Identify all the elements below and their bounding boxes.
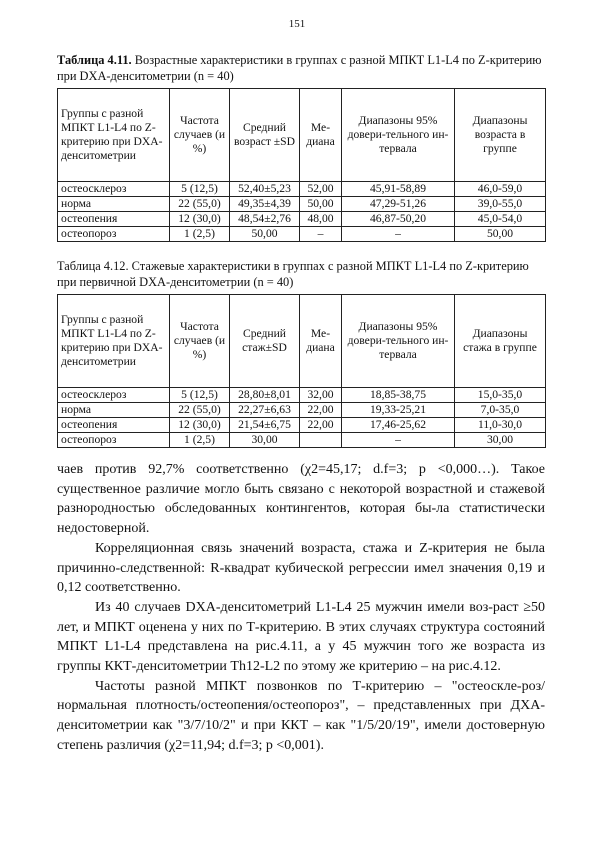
cell-group: остеопороз (58, 227, 170, 242)
cell-group: остеосклероз (58, 182, 170, 197)
table-row (58, 212, 546, 227)
page-number: 151 (288, 18, 306, 30)
cell-ci: 46,87-50,20 (342, 212, 455, 227)
cell-ci: 18,85-38,75 (342, 388, 455, 403)
cell-mean: 50,00 (230, 227, 300, 242)
header-group: Группы с разной МПКТ L1-L4 по Z-критерию при DXA-денситометрии (58, 89, 170, 182)
cell-median: – (300, 227, 342, 242)
cell-median: 52,00 (300, 182, 342, 197)
table-row (58, 227, 546, 242)
cell-mean: 52,40±5,23 (230, 182, 300, 197)
header-frequency: Частота случаев (и %) (170, 295, 230, 388)
cell-range: 7,0-35,0 (455, 403, 546, 418)
paragraph-2: Корреляционная связь значений возраста, стажа и Z-критерия не была причинно-следственной: R-квадрат кубической регрессии имел значения 0,19 и 0,12 соответственно. (57, 540, 545, 596)
cell-group: норма (58, 403, 170, 418)
cell-range: 50,00 (455, 227, 546, 242)
paragraph-3: Из 40 случаев DXA-денситометрий L1-L4 25 мужчин имели воз-раст ≥50 лет, и МПКТ оценена у них по Т-критерию. В этих случаях структура состояний МПКТ L1-L4 представлена на рис.4.11, а у 45 мужчин того же возраста из группы ККТ-денситометрии Th12-L2 по этому же критерию – на рис.4.12. (57, 599, 545, 675)
cell-ci: 19,33-25,21 (342, 403, 455, 418)
table-row (58, 403, 546, 418)
cell-frequency: 12 (30,0) (170, 212, 230, 227)
header-group: Группы с разной МПКТ L1-L4 по Z-критерию при DXA-денситометрии (58, 295, 170, 388)
cell-group: остеопороз (58, 433, 170, 448)
cell-median: 48,00 (300, 212, 342, 227)
cell-range: 30,00 (455, 433, 546, 448)
table-row (58, 182, 546, 197)
table-caption-4-11 (57, 52, 545, 84)
cell-frequency: 12 (30,0) (170, 418, 230, 433)
cell-median: 22,00 (300, 418, 342, 433)
cell-range: 39,0-55,0 (455, 197, 546, 212)
cell-range: 15,0-35,0 (455, 388, 546, 403)
cell-mean: 49,35±4,39 (230, 197, 300, 212)
cell-mean: 21,54±6,75 (230, 418, 300, 433)
paragraph-1: чаев против 92,7% соответственно (χ2=45,17; d.f=3; p <0,000…). Такое существенное различие могло быть связано с некоторой возрастной и стажевой разнородностью обследованных контингентов, которая бы-ла статистически недостоверной. (57, 462, 545, 537)
cell-mean: 28,80±8,01 (230, 388, 300, 403)
cell-group: норма (58, 197, 170, 212)
caption-text: Возрастные характеристики в группах с разной МПКТ L1-L4 по Z-критерию при DXA-денситометрии (n = 40) (57, 53, 542, 83)
table-header-row (58, 295, 546, 388)
table-age-characteristics (57, 88, 546, 242)
header-ci: Диапазоны 95% довери-тельного ин-тервала (342, 295, 455, 388)
cell-range: 11,0-30,0 (455, 418, 546, 433)
cell-mean: 22,27±6,63 (230, 403, 300, 418)
cell-frequency: 22 (55,0) (170, 403, 230, 418)
cell-frequency: 5 (12,5) (170, 182, 230, 197)
table-row (58, 197, 546, 212)
cell-group: остеопения (58, 212, 170, 227)
cell-frequency: 22 (55,0) (170, 197, 230, 212)
table-row (58, 418, 546, 433)
cell-median: 32,00 (300, 388, 342, 403)
header-ci: Диапазоны 95% довери-тельного ин-тервала (342, 89, 455, 182)
table-experience-characteristics (57, 294, 546, 448)
cell-mean: 48,54±2,76 (230, 212, 300, 227)
header-median: Ме-диана (300, 89, 342, 182)
cell-ci: – (342, 227, 455, 242)
cell-median (300, 433, 342, 448)
header-range: Диапазоны стажа в группе (455, 295, 546, 388)
cell-group: остеопения (58, 418, 170, 433)
header-mean: Средний возраст ±SD (230, 89, 300, 182)
header-median: Ме-диана (300, 295, 342, 388)
body-text (57, 460, 545, 756)
header-mean: Средний стаж±SD (230, 295, 300, 388)
cell-mean: 30,00 (230, 433, 300, 448)
cell-ci: – (342, 433, 455, 448)
cell-ci: 45,91-58,89 (342, 182, 455, 197)
cell-ci: 47,29-51,26 (342, 197, 455, 212)
cell-range: 46,0-59,0 (455, 182, 546, 197)
cell-ci: 17,46-25,62 (342, 418, 455, 433)
cell-frequency: 1 (2,5) (170, 227, 230, 242)
caption-prefix: Таблица 4.11. (57, 53, 132, 67)
table-row (58, 433, 546, 448)
table-caption-4-12: Таблица 4.12. Стажевые характеристики в группах с разной МПКТ L1-L4 по Z-критерию при первичной DXA-денситометрии (n = 40) (57, 259, 529, 289)
header-frequency: Частота случаев (и %) (170, 89, 230, 182)
table-header-row (58, 89, 546, 182)
cell-median: 50,00 (300, 197, 342, 212)
cell-group: остеосклероз (58, 388, 170, 403)
header-range: Диапазоны возраста в группе (455, 89, 546, 182)
paragraph-4: Частоты разной МПКТ позвонков по Т-критерию – "остеоскле-роз/нормальная плотность/остеопения/остеопороз", – представленных при ДХА-денситометрии как "3/7/10/2" и при ККТ – как "1/5/20/19", имели достоверную степень различия (χ2=11,94; d.f=3; p <0,001). (57, 678, 545, 753)
cell-frequency: 5 (12,5) (170, 388, 230, 403)
table-row (58, 388, 546, 403)
cell-frequency: 1 (2,5) (170, 433, 230, 448)
cell-range: 45,0-54,0 (455, 212, 546, 227)
cell-median: 22,00 (300, 403, 342, 418)
